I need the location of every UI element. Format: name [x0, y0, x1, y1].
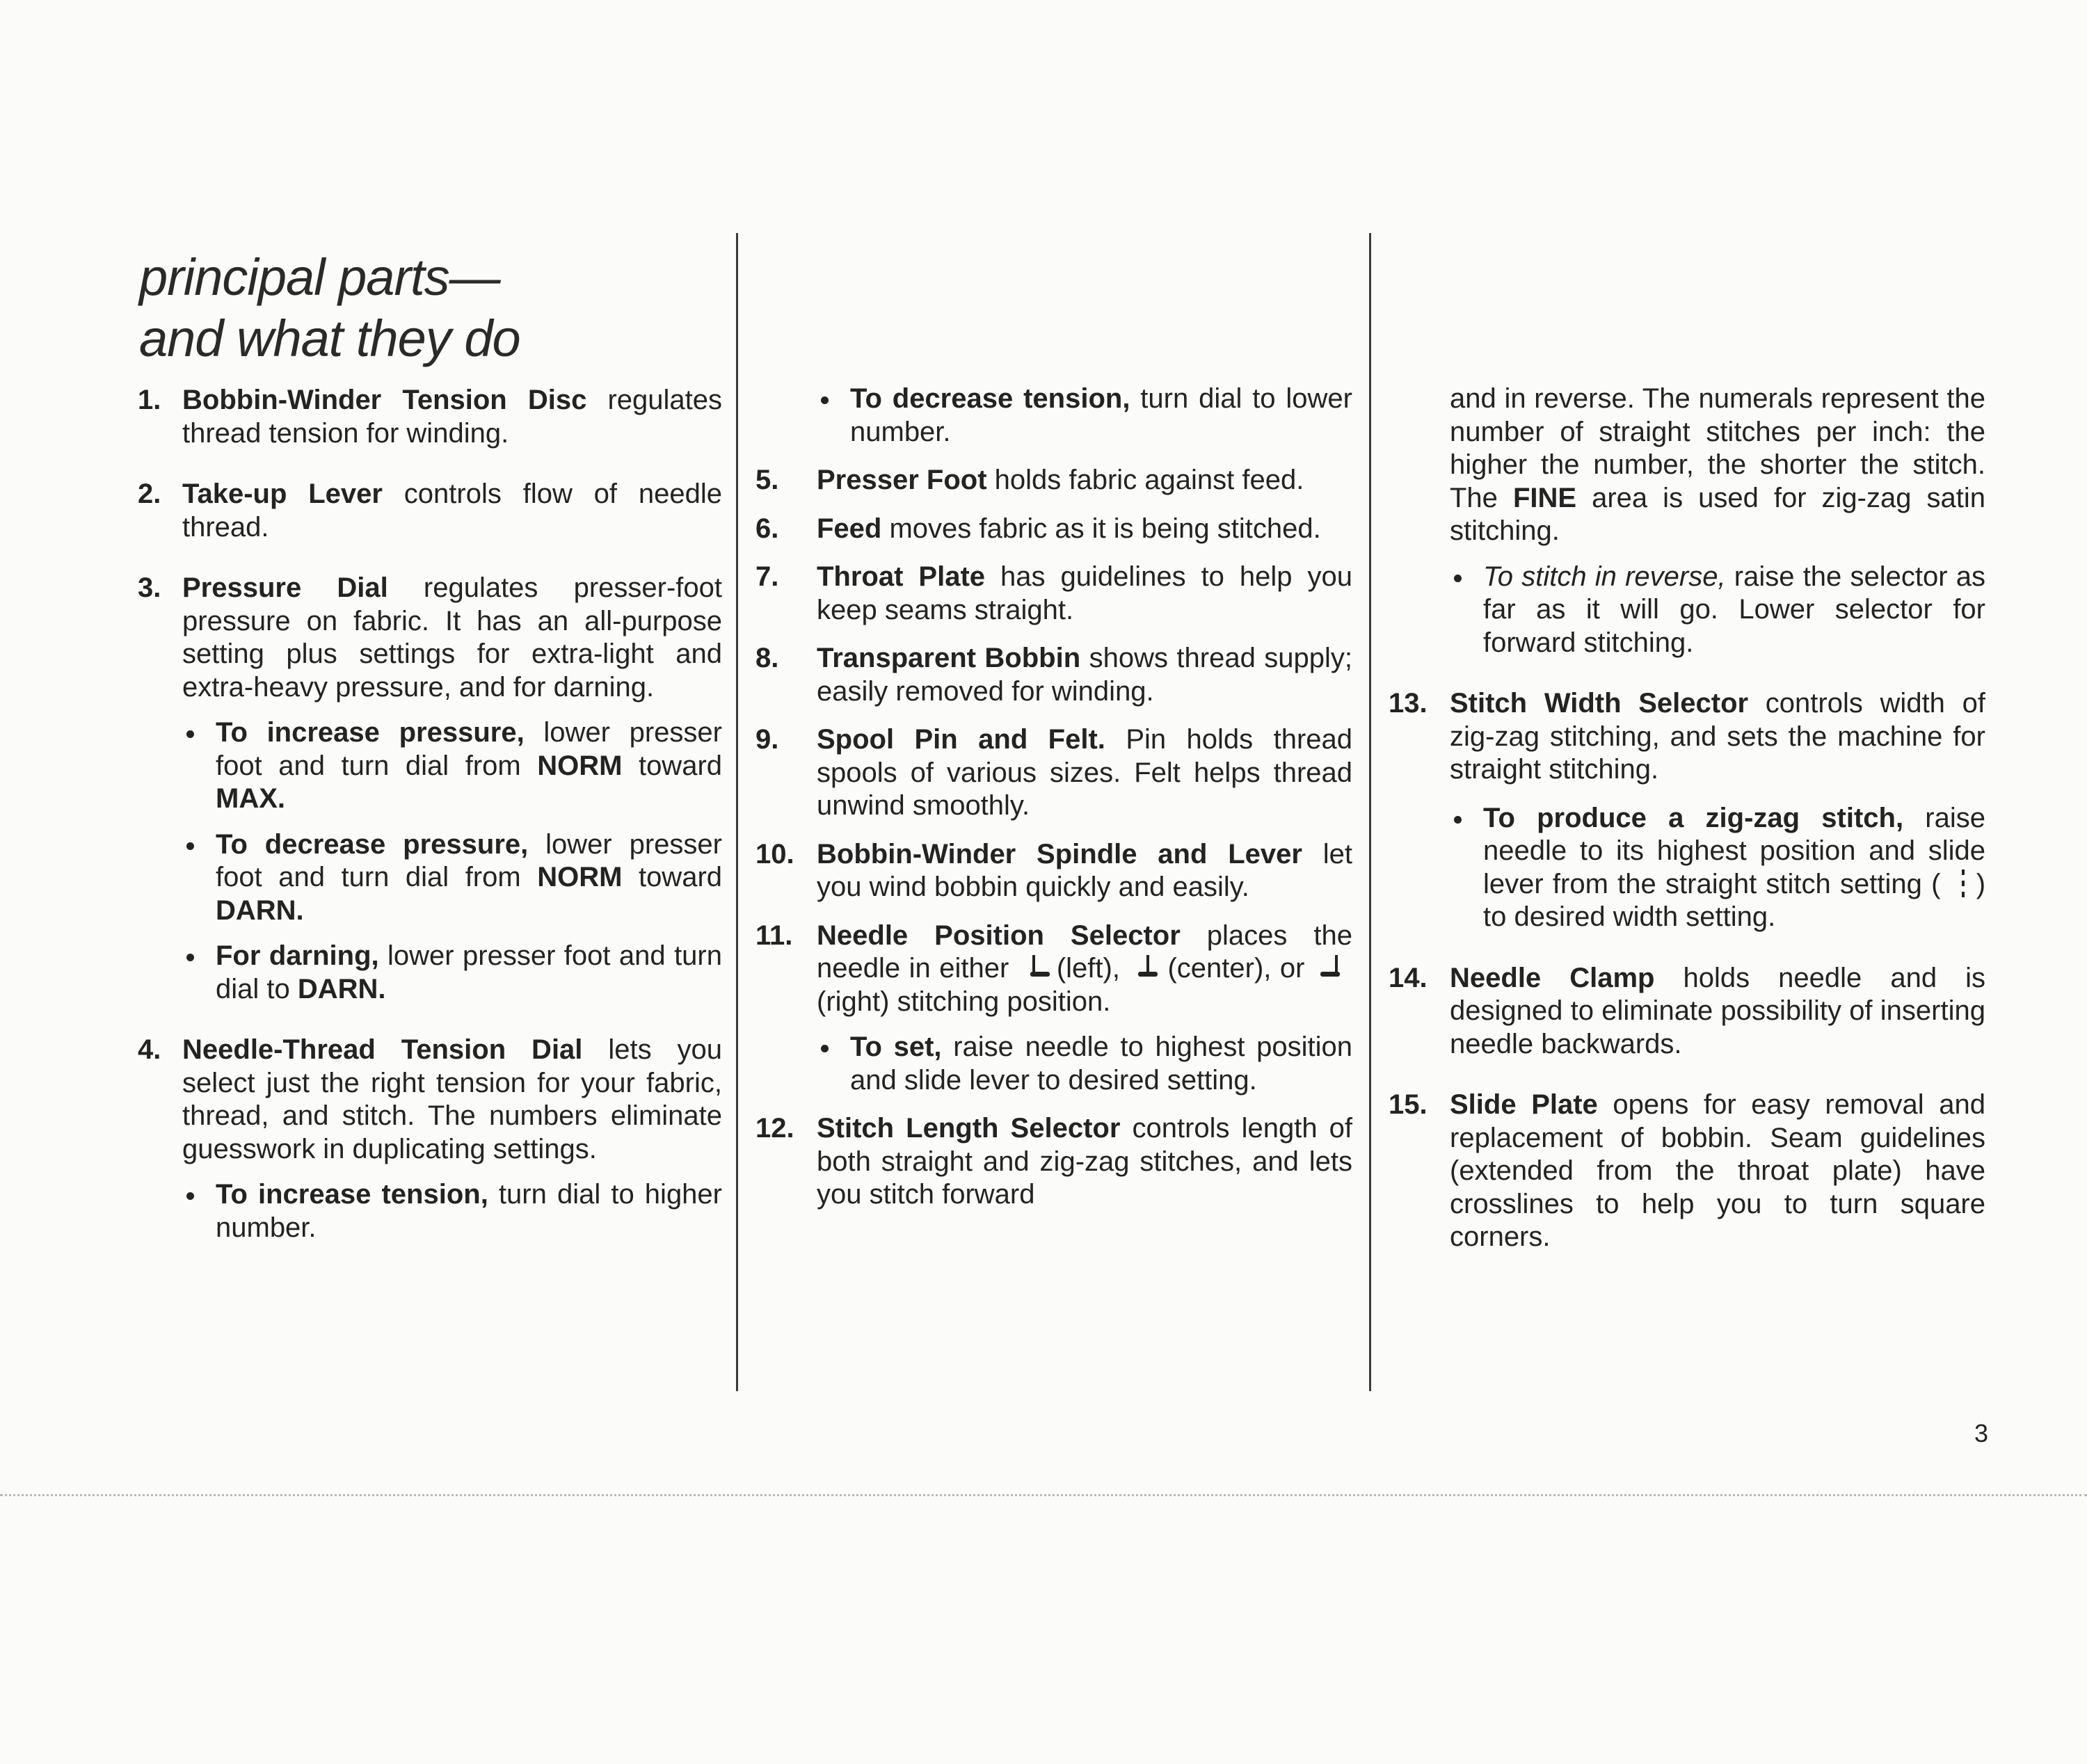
dial-setting-label: NORM [537, 750, 623, 781]
dial-setting-label: DARN. [297, 973, 386, 1004]
part-name: Stitch Width Selector [1450, 688, 1749, 719]
part-description: has guidelines to help you keep seams straight. [817, 561, 1352, 625]
needle-right-position-icon [1319, 952, 1347, 980]
part-description: and in reverse. The numerals represent the number of straight stitches per inch: the higher the number, the shorter the stitch. The [1450, 383, 1985, 513]
item-number: 6. [755, 513, 779, 544]
part-description: (right) stitching position. [817, 986, 1111, 1017]
bullet-text: raise the selector as far as it will go. Lower selector for forward stitching. [1483, 561, 1985, 658]
instruction-bullet [182, 940, 722, 1006]
part-item-12-continued [1389, 383, 1985, 659]
bullet-lead: For darning, [216, 940, 379, 971]
bullet-lead: To stitch in reverse, [1483, 561, 1726, 592]
part-name: Needle Clamp [1450, 962, 1655, 993]
part-item-10 [755, 838, 1352, 904]
bullet-lead: To decrease tension, [850, 383, 1130, 414]
part-description: controls length of both straight and zig-zag stitches, and lets you stitch forward [817, 1113, 1352, 1210]
part-name: Bobbin-Winder Spindle and Lever [817, 838, 1302, 869]
bullet-text: lower presser foot and turn dial from [216, 717, 722, 781]
item-number: 9. [755, 724, 779, 755]
bullet-text: raise needle to highest position and slide lever to desired setting. [850, 1032, 1352, 1096]
part-item-1 [138, 384, 722, 450]
instruction-bullet [182, 716, 722, 816]
part-item-6 [755, 513, 1352, 546]
part-item-13 [1389, 687, 1985, 934]
instruction-bullet [817, 383, 1352, 449]
needle-left-position-icon [1023, 952, 1051, 980]
column-3 [1389, 383, 1985, 1254]
bullet-text: lower presser foot and turn dial to [216, 940, 722, 1004]
part-description: opens for easy removal and replacement of bobbin. Seam guidelines (extended from the throat plate) have crosslines to help you to turn square corners. [1450, 1089, 1985, 1252]
part-name: Needle Position Selector [817, 920, 1181, 951]
part-item-2 [138, 478, 722, 544]
instruction-bullet [1450, 802, 1985, 934]
part-description: let you wind bobbin quickly and easily. [817, 838, 1352, 902]
part-description: area is used for zig-zag satin stitching. [1450, 482, 1985, 546]
item-number: 3. [138, 572, 161, 603]
item-number: 13. [1389, 688, 1428, 719]
part-description: Pin holds thread spools of various sizes. Felt helps thread unwind smoothly. [817, 724, 1353, 821]
part-item-11 [755, 920, 1352, 1098]
item-number: 8. [755, 643, 779, 673]
part-description: controls flow of needle thread. [182, 479, 722, 543]
item-number: 2. [138, 479, 161, 509]
part-name: Spool Pin and Felt. [817, 724, 1105, 755]
dial-setting-label: DARN. [216, 895, 304, 926]
part-item-15 [1389, 1089, 1985, 1254]
item-number: 5. [755, 465, 779, 495]
part-name: Slide Plate [1450, 1089, 1598, 1120]
part-description: moves fabric as it is being stitched. [881, 513, 1321, 544]
bullet-lead: To decrease pressure, [216, 828, 529, 860]
dial-setting-label: FINE [1512, 482, 1577, 513]
item-number: 12. [755, 1113, 794, 1144]
part-item-12 [755, 1112, 1352, 1212]
part-name: Throat Plate [817, 561, 986, 592]
bullet-text: turn dial to higher number. [216, 1179, 722, 1243]
part-name: Presser Foot [817, 465, 987, 495]
part-description: (center), or [1167, 953, 1305, 984]
bullet-text: lower presser foot and turn dial from [216, 828, 722, 892]
part-name: Take-up Lever [182, 479, 383, 509]
part-description: places the needle in either [817, 920, 1352, 984]
part-item-4 [138, 1034, 722, 1244]
page-number: 3 [1974, 1419, 1989, 1448]
part-description: (left), [1056, 953, 1120, 984]
bullet-lead: To increase pressure, [216, 717, 525, 748]
bullet-text: toward [622, 862, 723, 892]
item-number: 1. [138, 385, 161, 415]
page-title-line-1: principal parts— [139, 248, 500, 306]
bullet-text: raise needle to its highest position and slide lever from the straight stitch setting ( [1483, 802, 1985, 899]
instruction-bullet [182, 1178, 722, 1244]
part-name: Needle-Thread Tension Dial [182, 1034, 583, 1065]
scan-artifact-line [0, 1494, 2087, 1496]
part-name: Feed [817, 513, 882, 544]
column-2 [755, 383, 1352, 1212]
page-title-line-2: and what they do [139, 310, 520, 367]
bullet-text: ) to desired width setting. [1483, 868, 1986, 932]
part-description: lets you select just the right tension for your fabric, thread, and stitch. The numbers eliminate guesswork in duplicating settings. [182, 1034, 722, 1164]
part-description: regulates thread tension for winding. [182, 385, 723, 449]
item-number: 11. [755, 920, 793, 951]
part-item-8 [755, 642, 1352, 708]
part-item-9 [755, 723, 1352, 823]
item-number: 7. [755, 561, 779, 592]
part-name: Stitch Length Selector [817, 1113, 1121, 1144]
item-number: 10. [755, 838, 794, 869]
bullet-lead: To increase tension, [216, 1179, 488, 1210]
item-number: 15. [1389, 1089, 1428, 1120]
bullet-text: toward [622, 750, 723, 781]
instruction-bullet [817, 1031, 1352, 1097]
bullet-text: turn dial to lower number. [850, 383, 1352, 447]
part-item-5 [755, 464, 1352, 497]
part-description: regulates presser-foot pressure on fabric. It has an all-purpose setting plus settings for extra-light and extra-heavy pressure, and for darning. [182, 572, 722, 703]
part-item-7 [755, 561, 1352, 627]
bullet-lead: To set, [850, 1032, 942, 1062]
part-name: Transparent Bobbin [817, 643, 1081, 673]
part-description: holds needle and is designed to eliminate possibility of inserting needle backwards. [1450, 962, 1986, 1059]
column-1 [138, 384, 722, 1244]
instruction-bullet [1450, 561, 1985, 660]
item-number: 14. [1389, 962, 1428, 993]
page-title [139, 247, 520, 369]
part-description: holds fabric against feed. [986, 465, 1304, 495]
part-description: controls width of zig-zag stitching, and sets the machine for straight stitching. [1450, 688, 1985, 785]
dial-setting-label: MAX. [216, 783, 285, 814]
part-name: Pressure Dial [182, 572, 388, 603]
needle-center-position-icon [1134, 952, 1162, 980]
instruction-bullet [182, 828, 722, 928]
dial-setting-label: NORM [537, 862, 623, 892]
straight-stitch-dotted-line-icon [1956, 868, 1971, 899]
part-name: Bobbin-Winder Tension Disc [182, 385, 587, 415]
column-divider-left [736, 233, 738, 1391]
part-description: shows thread supply; easily removed for winding. [817, 643, 1352, 707]
bullet-lead: To produce a zig-zag stitch, [1483, 802, 1904, 833]
part-item-14 [1389, 962, 1985, 1061]
column-divider-right [1369, 233, 1371, 1391]
item-number: 4. [138, 1034, 161, 1065]
part-item-3 [138, 572, 722, 1006]
